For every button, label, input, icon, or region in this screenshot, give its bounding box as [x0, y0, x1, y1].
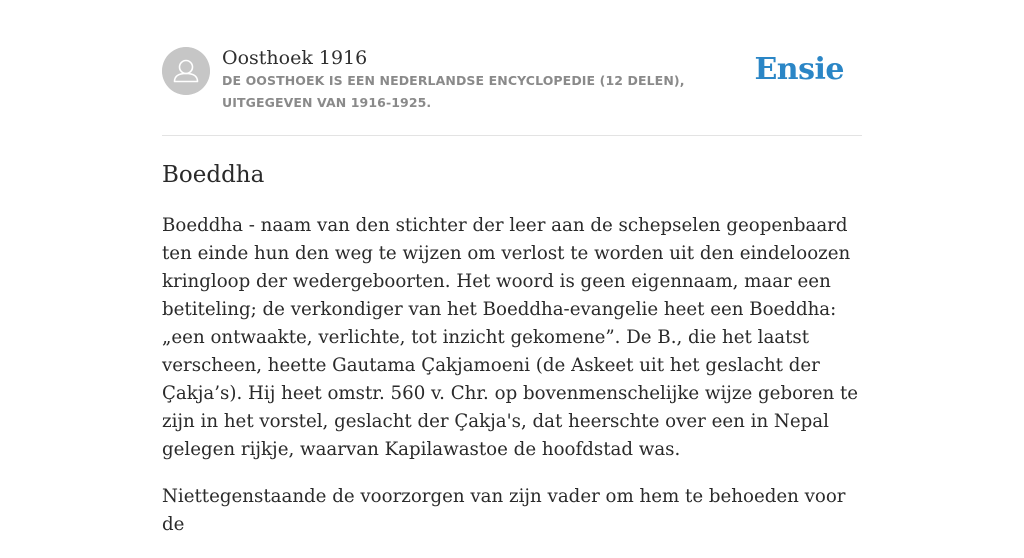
author-description: DE OOSTHOEK IS EEN NEDERLANDSE ENCYCLOPEDIE (12 DELEN), UITGEGEVEN VAN 1916-1925.	[222, 73, 685, 110]
article-body	[162, 212, 862, 558]
author-info	[222, 47, 762, 114]
ensie-logo[interactable]: Ensie	[754, 52, 844, 87]
author-header	[162, 47, 862, 117]
user-avatar-icon[interactable]	[162, 47, 210, 95]
article-title: Boeddha	[162, 162, 265, 188]
header-divider	[162, 135, 862, 136]
article-paragraph: Niettegenstaande de voorzorgen van zijn vader om hem te behoeden voor de	[162, 486, 846, 535]
article-paragraph: Boeddha - naam van den stichter der leer aan de schepselen geopenbaard ten einde hun den weg te wijzen om verlost te worden uit den eindeloozen kringloop der wedergeboorten. Het woord is geen eigennaam, maar een betiteling; de verkondiger van het Boeddha-evangelie heet een Boeddha: „een ontwaakte, verlichte, tot inzicht gekomene”. De B., die het laatst verscheen, heette Gautama Çakjamoeni (de Askeet uit het geslacht der Çakja’s). Hij heet omstr. 560 v. Chr. op bovenmenschelijke wijze geboren te zijn in het vorstel, geslacht der Çakja's, dat heerschte over een in Nepal gelegen rijkje, waarvan Kapilawastoe de hoofdstad was.	[162, 215, 859, 460]
page	[162, 0, 862, 535]
author-name[interactable]: Oosthoek 1916	[222, 47, 368, 69]
user-silhouette-icon	[162, 47, 210, 95]
